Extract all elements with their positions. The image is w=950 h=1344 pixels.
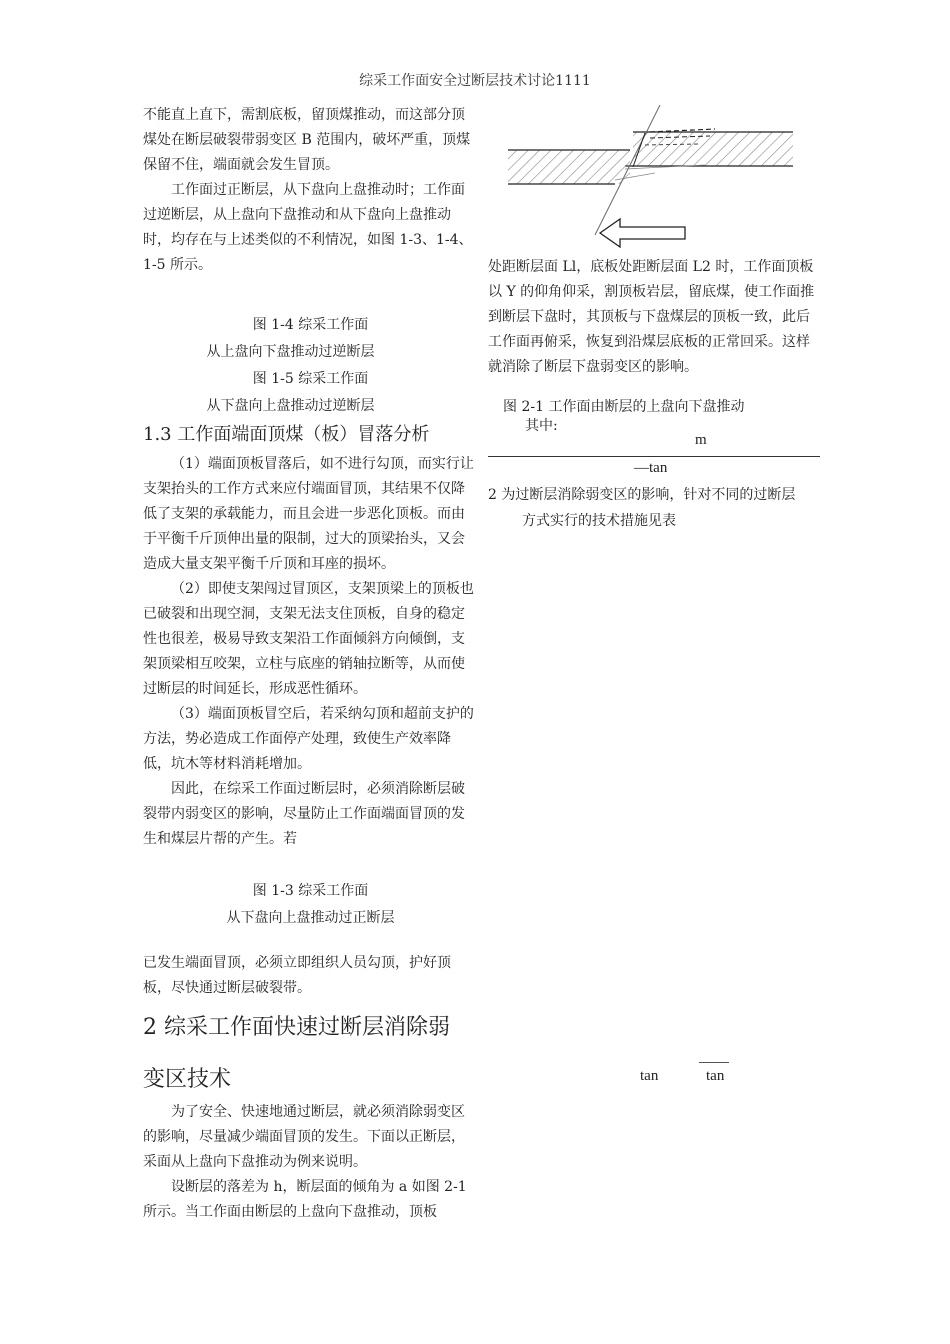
paragraph: （2）即使支架闯过冒顶区，支架顶梁上的顶板也已破裂和出现空洞，支架无法支住顶板，自身的稳定性也很差，极易导致支架沿工作面倾斜方向倾倒，支架顶梁相互咬架，立柱与底座的销轴拉断等，从而使过断层的时间延长，形成恶性循环。 xyxy=(143,581,474,697)
formula-tan: —tan xyxy=(634,460,668,476)
coal-seam-hanging-wall xyxy=(633,132,793,166)
caption-line: 图 1-4 综采工作面 xyxy=(252,317,369,333)
paragraph: 不能直上直下，需割底板，留顶煤推动，而这部分顶煤处在断层破裂带弱变区 B 范围内，破坏严重，顶煤保留不住，端面就会发生冒顶。 xyxy=(143,107,471,173)
section-2-title-line1: 2 综采工作面快速过断层消除弱 xyxy=(143,1015,450,1040)
section-2-title-line2: 变区技术 xyxy=(143,1067,232,1092)
figure-2-1-caption: 图 2-1 工作面由断层的上盘向下盘推动 xyxy=(503,399,745,415)
paragraph: （3）端面顶板冒空后，若采纳勾顶和超前支护的方法，势必造成工作面停产处理，致使生产效率降低，坑木等材料消耗增加。 xyxy=(143,706,474,772)
coal-seam-footwall xyxy=(508,150,630,184)
paragraph: 因此，在综采工作面过断层时，必须消除断层破裂带内弱变区的影响，尽量防止工作面端面冒顶的发生和煤层片帮的产生。若 xyxy=(143,781,465,847)
figure-1-3-caption xyxy=(143,878,478,932)
paragraph: 工作面过正断层，从下盘向上盘推动时；工作面过逆断层，从上盘向下盘推动和从下盘向上盘推动时，均存在与上述类似的不利情况，如图 1-3、1-4、1-5 所示。 xyxy=(143,182,473,273)
overline xyxy=(699,1062,729,1063)
arrow-left-icon xyxy=(600,219,685,247)
tan-term: tan xyxy=(706,1068,725,1084)
caption-line: 从下盘向上盘推动过正断层 xyxy=(226,910,395,926)
fault-diagram xyxy=(505,105,795,255)
section-1-3-title: 1.3 工作面端面顶煤（板）冒落分析 xyxy=(143,424,430,445)
formula-m: m xyxy=(695,432,707,448)
figure-1-4-caption xyxy=(143,312,478,366)
where-label: 其中: xyxy=(525,418,558,434)
page-header: 综采工作面安全过断层技术讨论1111 xyxy=(359,73,591,89)
paragraph: 设断层的落差为 h，断层面的倾角为 a 如图 2-1 所示。当工作面由断层的上盘向下盘推动，顶板 xyxy=(143,1179,467,1220)
formula-fraction-line xyxy=(488,456,820,457)
caption-line: 图 1-3 综采工作面 xyxy=(252,883,369,899)
section-1-3-body xyxy=(143,452,478,852)
tan-term: tan xyxy=(640,1068,659,1084)
caption-line: 从下盘向上盘推动过逆断层 xyxy=(206,398,375,414)
figure-1-5-caption xyxy=(143,366,478,420)
caption-line: 图 1-5 综采工作面 xyxy=(252,371,369,387)
left-column-top xyxy=(143,103,478,278)
right-paragraph: 处距断层面 Ll，底板处距断层面 L2 时，工作面顶板以 Y 的仰角仰采，割顶板岩层，留底煤，使工作面推到断层下盘时，其顶板与下盘煤层的顶板一致，此后工作面再俯采，恢复到沿煤层底板的正常回采。这样就消除了断层下盘弱变区的影响。 xyxy=(488,259,815,375)
paragraph: 为了安全、快速地通过断层，就必须消除弱变区的影响，尽量减少端面冒顶的发生。下面以正断层，采面从上盘向下盘推动为例来说明。 xyxy=(143,1104,465,1170)
paragraph: （1）端面顶板冒落后，如不进行勾顶，而实行让支架抬头的工作方式来应付端面冒顶，其结果不仅降低了支架的承载能力，而且会进一步恶化顶板。而由于平衡千斤顶伸出量的限制，过大的顶梁抬头，又会造成大量支架平衡千斤顶和耳座的损坏。 xyxy=(143,456,474,572)
paragraph: 已发生端面冒顶，必须立即组织人员勾顶，护好顶板，尽快通过断层破裂带。 xyxy=(143,955,451,996)
note-line: 2 为过断层消除弱变区的影响，针对不同的过断层 xyxy=(488,487,796,503)
caption-line: 从上盘向下盘推动过逆断层 xyxy=(206,344,375,360)
note-line: 方式实行的技术措施见表 xyxy=(522,513,676,529)
section-2-body xyxy=(143,1100,478,1225)
